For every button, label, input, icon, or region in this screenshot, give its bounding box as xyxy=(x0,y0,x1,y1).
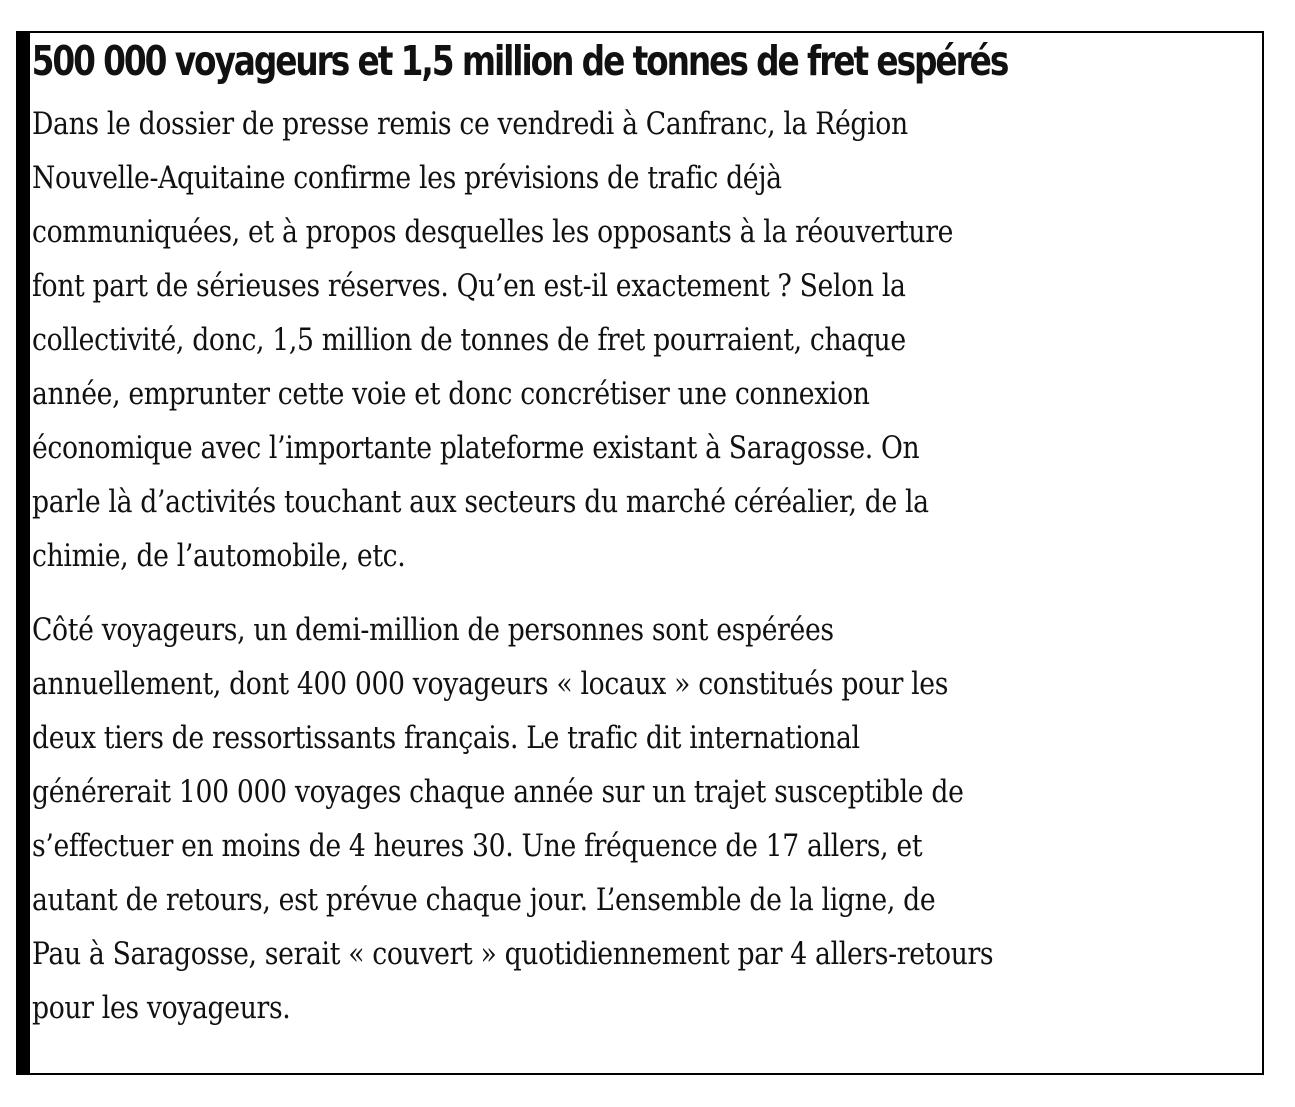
paragraph-passengers xyxy=(30,603,1262,1035)
text-line: communiquées, et à propos desquelles les opposants à la réouverture xyxy=(32,214,954,250)
article-excerpt xyxy=(16,31,1264,1075)
text-line: année, emprunter cette voie et donc concrétiser une connexion xyxy=(32,376,870,412)
text-line: Pau à Saragosse, serait « couvert » quotidiennement par 4 allers-retours xyxy=(32,936,994,972)
text-line: économique avec l’importante plateforme existant à Saragosse. On xyxy=(32,430,920,466)
text-line: s’effectuer en moins de 4 heures 30. Une fréquence de 17 allers, et xyxy=(32,828,923,864)
text-line: Côté voyageurs, un demi-million de personnes sont espérées xyxy=(32,612,834,648)
text-line: autant de retours, est prévue chaque jour. L’ensemble de la ligne, de xyxy=(32,882,936,918)
text-line: parle là d’activités touchant aux secteurs du marché céréalier, de la xyxy=(32,484,929,520)
text-line: Dans le dossier de presse remis ce vendredi à Canfranc, la Région xyxy=(32,106,908,142)
text-line: deux tiers de ressortissants français. Le trafic dit international xyxy=(32,720,860,756)
text-line: générerait 100 000 voyages chaque année sur un trajet susceptible de xyxy=(32,774,964,810)
headline: 500 000 voyageurs et 1,5 million de tonnes de fret espérés xyxy=(31,37,1008,85)
text-line: annuellement, dont 400 000 voyageurs « locaux » constitués pour les xyxy=(32,666,949,702)
paragraph-freight xyxy=(30,97,1262,583)
text-line: font part de sérieuses réserves. Qu’en est-il exactement ? Selon la xyxy=(32,268,906,304)
text-line: collectivité, donc, 1,5 million de tonnes de fret pourraient, chaque xyxy=(32,322,906,358)
text-line: Nouvelle-Aquitaine confirme les prévisions de trafic déjà xyxy=(32,160,782,196)
text-line: pour les voyageurs. xyxy=(32,990,291,1026)
text-line: chimie, de l’automobile, etc. xyxy=(32,538,406,574)
